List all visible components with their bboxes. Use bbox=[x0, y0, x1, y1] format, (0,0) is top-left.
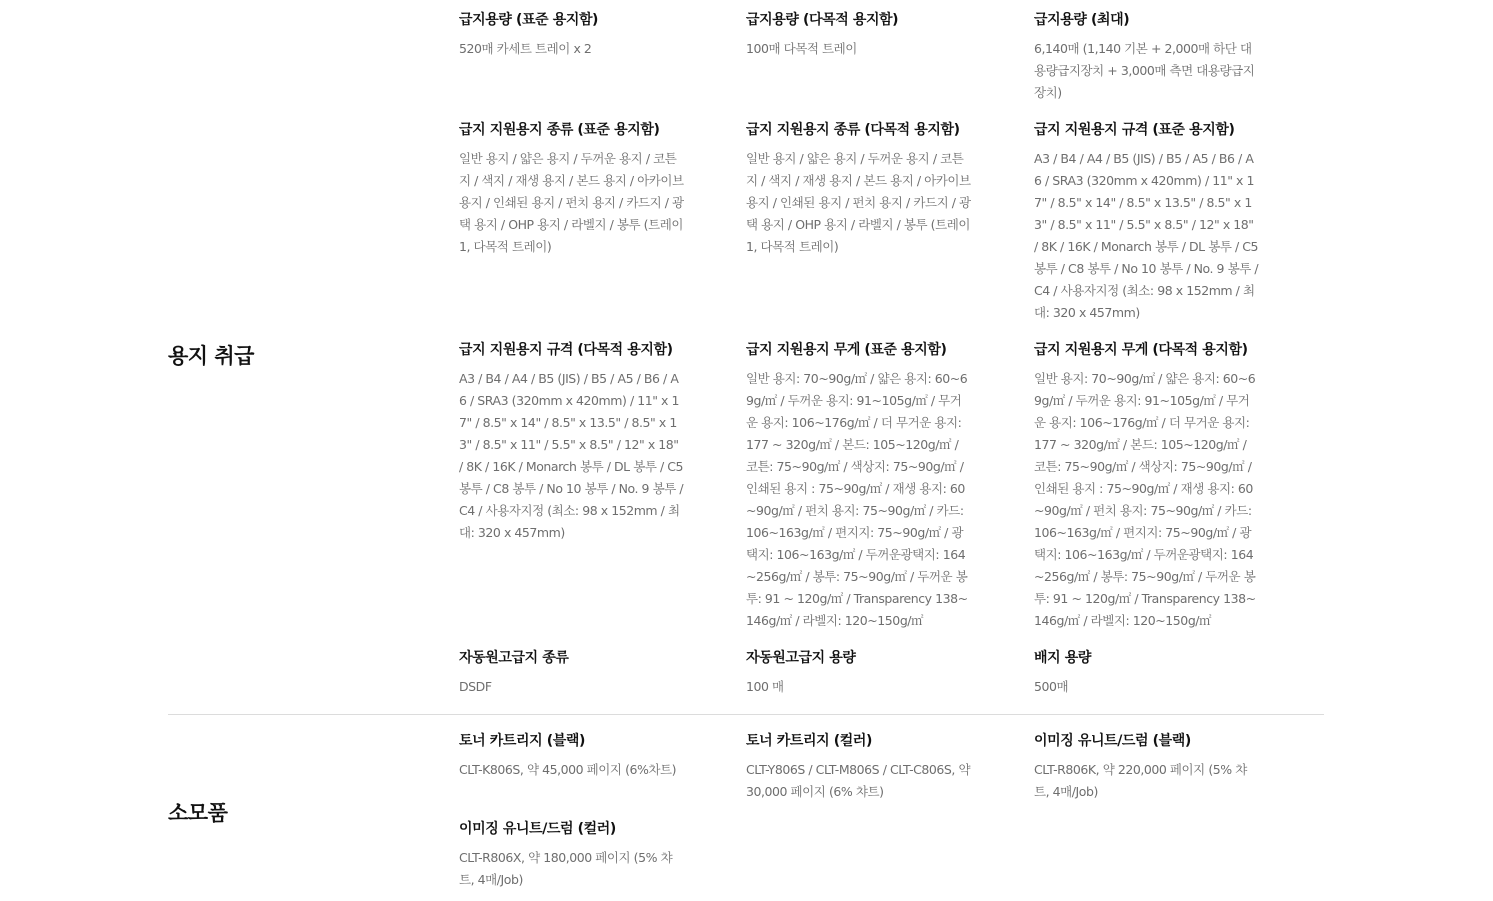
spec-value: 520매 카세트 트레이 x 2 bbox=[459, 41, 592, 56]
spec-item-tray-capacity-multipurpose bbox=[746, 9, 972, 60]
spec-item-media-size-standard bbox=[1034, 119, 1260, 324]
spec-item-media-size-multipurpose bbox=[459, 339, 685, 544]
spec-value: 일반 용지: 70~90g/㎡ / 얇은 용지: 60~69g/㎡ / 두꺼운 용지: 91~105g/㎡ / 무거운 용지: 106~176g/㎡ / 더 무거운 용지: 177 ~ 320g/㎡ / 본드: 105~120g/㎡ / 코튼: 75~90g/㎡ / 색상지: 75~90g/㎡ / 인쇄된 용지 : 75~90g/㎡ / 재생 용지: 60~90g/㎡ / 펀치 용지: 75~90g/㎡ / 카드: 106~163g/㎡ / 편지지: 75~90g/㎡ / 광택지: 106~163g/㎡ / 두꺼운광택지: 164~256g/㎡ / 봉투: 75~90g/㎡ / 두꺼운 봉투: 91 ~ 120g/㎡ / Transparency 138~146g/㎡ / 라벨지: 120~150g/㎡ bbox=[746, 371, 968, 628]
spec-label: 배지 용량 bbox=[1034, 650, 1091, 666]
spec-item-toner-black bbox=[459, 730, 685, 781]
spec-label: 급지 지원용지 종류 (다목적 용지함) bbox=[746, 122, 960, 138]
spec-label: 자동원고급지 종류 bbox=[459, 650, 569, 666]
spec-label: 자동원고급지 용량 bbox=[746, 650, 856, 666]
spec-label: 이미징 유니트/드럼 (컬러) bbox=[459, 821, 616, 837]
spec-value: 일반 용지: 70~90g/㎡ / 얇은 용지: 60~69g/㎡ / 두꺼운 용지: 91~105g/㎡ / 무거운 용지: 106~176g/㎡ / 더 무거운 용지: 177 ~ 320g/㎡ / 본드: 105~120g/㎡ / 코튼: 75~90g/㎡ / 색상지: 75~90g/㎡ / 인쇄된 용지 : 75~90g/㎡ / 재생 용지: 60~90g/㎡ / 펀치 용지: 75~90g/㎡ / 카드: 106~163g/㎡ / 편지지: 75~90g/㎡ / 광택지: 106~163g/㎡ / 두꺼운광택지: 164~256g/㎡ / 봉투: 75~90g/㎡ / 두꺼운 봉투: 91 ~ 120g/㎡ / Transparency 138~146g/㎡ / 라벨지: 120~150g/㎡ bbox=[1034, 371, 1256, 628]
spec-item-media-type-multipurpose bbox=[746, 119, 972, 258]
spec-value: DSDF bbox=[459, 679, 492, 694]
spec-item-output-capacity bbox=[1034, 647, 1260, 698]
spec-item-media-weight-standard bbox=[746, 339, 972, 632]
spec-label: 이미징 유니트/드럼 (블랙) bbox=[1034, 733, 1191, 749]
spec-value: 6,140매 (1,140 기본 + 2,000매 하단 대용량급지장치 + 3,000매 측면 대용량급지장치) bbox=[1034, 41, 1255, 100]
spec-label: 급지 지원용지 무게 (다목적 용지함) bbox=[1034, 342, 1248, 358]
spec-item-media-weight-multipurpose bbox=[1034, 339, 1260, 632]
spec-item-media-type-standard bbox=[459, 119, 685, 258]
spec-item-tray-capacity-standard bbox=[459, 9, 685, 60]
spec-value: CLT-K806S, 약 45,000 페이지 (6%차트) bbox=[459, 762, 677, 777]
spec-item-toner-color bbox=[746, 730, 972, 803]
spec-value: CLT-Y806S / CLT-M806S / CLT-C806S, 약 30,000 페이지 (6% 챠트) bbox=[746, 762, 971, 799]
section-divider bbox=[168, 714, 1324, 715]
spec-value: CLT-R806K, 약 220,000 페이지 (5% 챠트, 4매/Job) bbox=[1034, 762, 1247, 799]
spec-label: 급지 지원용지 규격 (표준 용지함) bbox=[1034, 122, 1235, 138]
spec-label: 토너 카트리지 (블랙) bbox=[459, 733, 585, 749]
spec-value: 일반 용지 / 얇은 용지 / 두꺼운 용지 / 코튼지 / 색지 / 재생 용지 / 본드 용지 / 아카이브 용지 / 인쇄된 용지 / 펀치 용지 / 카드지 / 광택 용지 / OHP 용지 / 라벨지 / 봉투 (트레이1, 다목적 트레이) bbox=[459, 151, 684, 254]
spec-label: 급지 지원용지 규격 (다목적 용지함) bbox=[459, 342, 673, 358]
spec-item-tray-capacity-max bbox=[1034, 9, 1260, 104]
spec-value: A3 / B4 / A4 / B5 (JIS) / B5 / A5 / B6 / A6 / SRA3 (320mm x 420mm) / 11" x 17" / 8.5" x 14" / 8.5" x 13.5" / 8.5" x 13" / 8.5" x 11" / 5.5" x 8.5" / 12" x 18" / 8K / 16K / Monarch 봉투 / DL 봉투 / C5 봉투 / C8 봉투 / No 10 봉투 / No. 9 봉투 / C4 / 사용자지정 (최소: 98 x 152mm / 최대: 320 x 457mm) bbox=[1034, 151, 1259, 320]
spec-label: 급지용량 (최대) bbox=[1034, 12, 1130, 28]
spec-label: 급지용량 (표준 용지함) bbox=[459, 12, 599, 28]
spec-item-adf-type bbox=[459, 647, 685, 698]
spec-label: 토너 카트리지 (컬러) bbox=[746, 733, 872, 749]
spec-item-adf-capacity bbox=[746, 647, 972, 698]
spec-label: 급지 지원용지 무게 (표준 용지함) bbox=[746, 342, 947, 358]
spec-item-drum-black bbox=[1034, 730, 1260, 803]
spec-value: 100매 다목적 트레이 bbox=[746, 41, 857, 56]
spec-value: A3 / B4 / A4 / B5 (JIS) / B5 / A5 / B6 / A6 / SRA3 (320mm x 420mm) / 11" x 17" / 8.5" x 14" / 8.5" x 13.5" / 8.5" x 13" / 8.5" x 11" / 5.5" x 8.5" / 12" x 18" / 8K / 16K / Monarch 봉투 / DL 봉투 / C5 봉투 / C8 봉투 / No 10 봉투 / No. 9 봉투 / C4 / 사용자지정 (최소: 98 x 152mm / 최대: 320 x 457mm) bbox=[459, 371, 684, 540]
spec-value: 일반 용지 / 얇은 용지 / 두꺼운 용지 / 코튼지 / 색지 / 재생 용지 / 본드 용지 / 아카이브 용지 / 인쇄된 용지 / 펀치 용지 / 카드지 / 광택 용지 / OHP 용지 / 라벨지 / 봉투 (트레이1, 다목적 트레이) bbox=[746, 151, 971, 254]
spec-value: 100 매 bbox=[746, 679, 784, 694]
spec-label: 급지 지원용지 종류 (표준 용지함) bbox=[459, 122, 660, 138]
spec-item-drum-color bbox=[459, 818, 685, 891]
spec-value: 500매 bbox=[1034, 679, 1069, 694]
spec-label: 급지용량 (다목적 용지함) bbox=[746, 12, 899, 28]
section-title-paper-handling: 용지 취급 bbox=[168, 344, 254, 368]
spec-value: CLT-R806X, 약 180,000 페이지 (5% 챠트, 4매/Job) bbox=[459, 850, 673, 887]
section-title-consumables: 소모품 bbox=[168, 801, 228, 825]
